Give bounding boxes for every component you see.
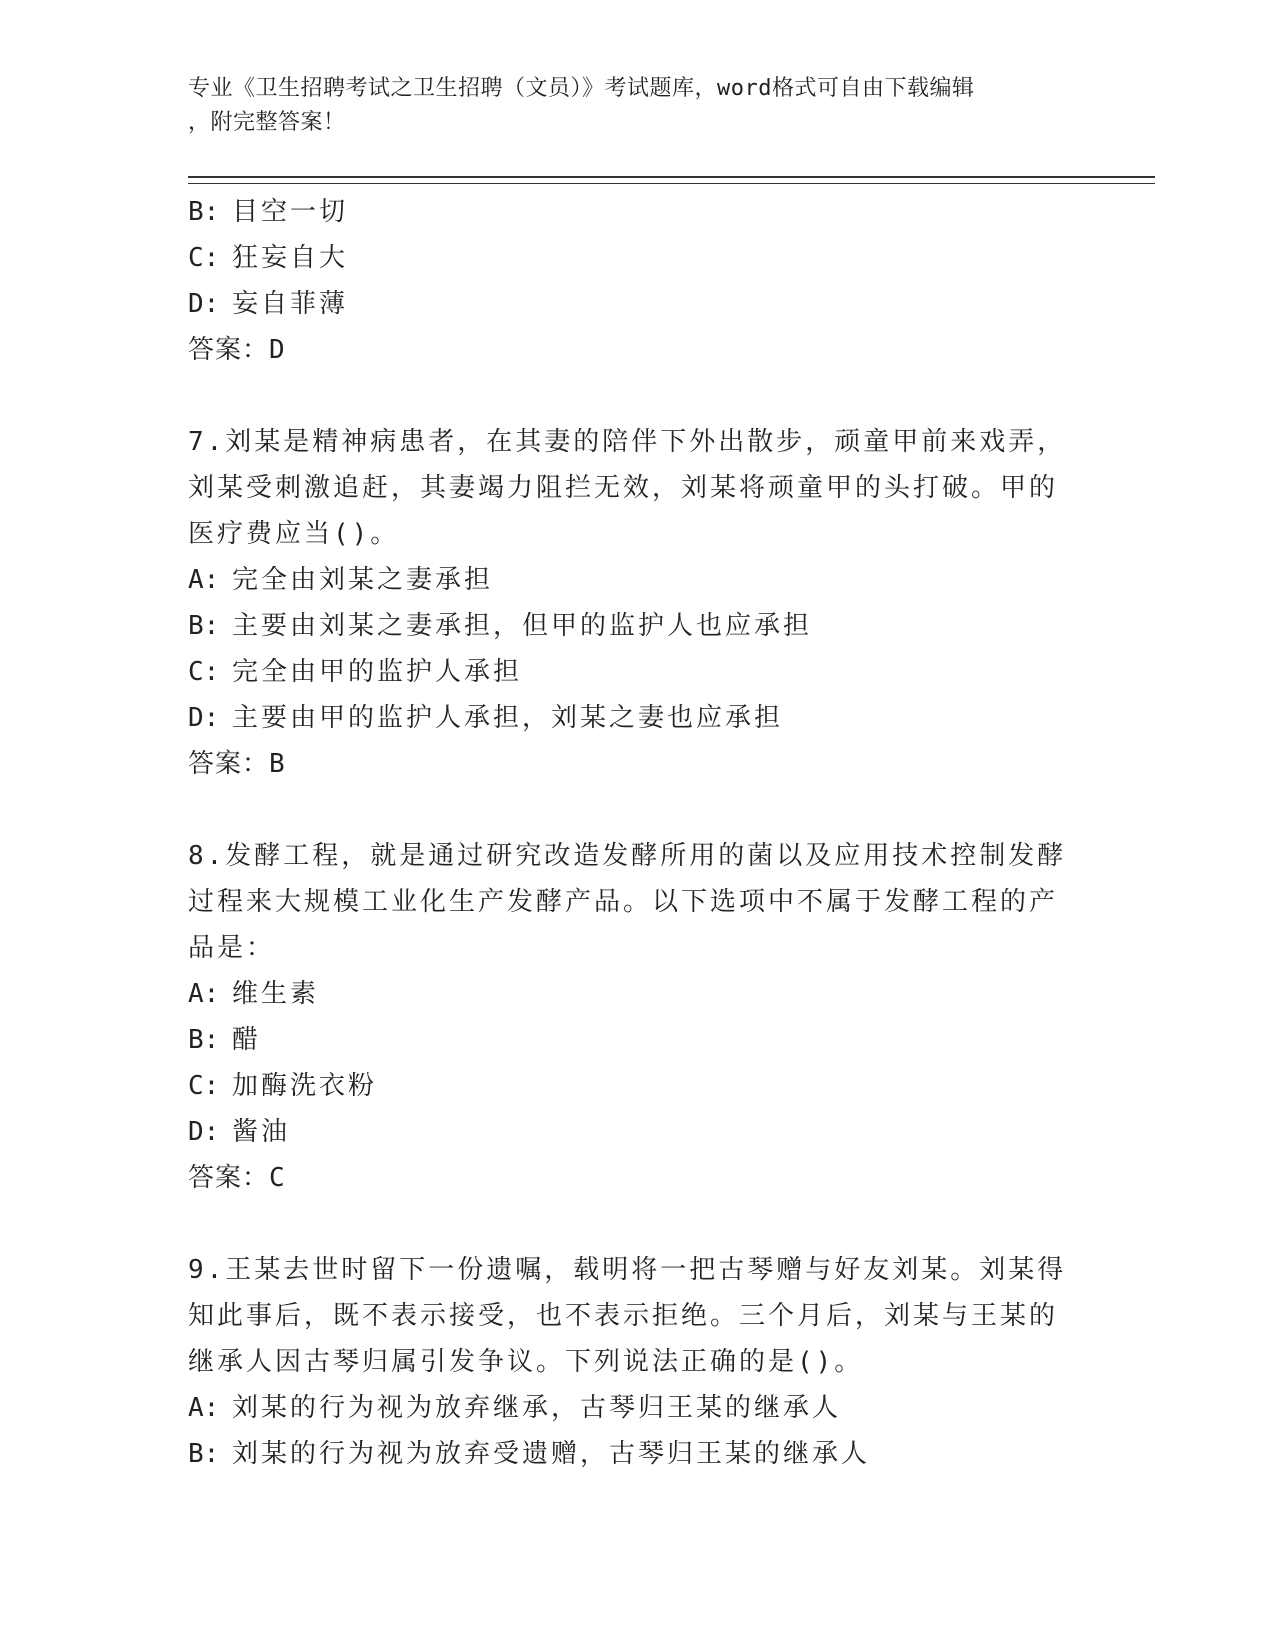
question-6	[188, 189, 1088, 373]
option-text: 维生素	[232, 979, 320, 1009]
option-letter: A:	[188, 565, 220, 595]
header-line-1: 专业《卫生招聘考试之卫生招聘（文员）》考试题库，word格式可自由下载编辑	[188, 76, 975, 101]
header-divider-thick	[188, 176, 1155, 178]
option-text: 完全由刘某之妻承担	[232, 565, 494, 595]
option-text: 刘某的行为视为放弃受遗赠，古琴归王某的继承人	[232, 1439, 871, 1469]
option-text: 完全由甲的监护人承担	[232, 657, 523, 687]
option-text: 主要由刘某之妻承担，但甲的监护人也应承担	[232, 611, 813, 641]
question-9	[188, 1247, 1088, 1477]
option-a	[188, 1385, 1088, 1431]
option-text: 醋	[232, 1025, 262, 1055]
option-d	[188, 281, 1088, 327]
document-header	[188, 72, 1068, 140]
question-stem-line: 9.王某去世时留下一份遗嘱，载明将一把古琴赠与好友刘某。刘某得	[188, 1255, 1067, 1285]
option-b	[188, 1017, 1088, 1063]
option-letter: C:	[188, 657, 220, 687]
option-text: 妄自菲薄	[232, 289, 349, 319]
option-text: 主要由甲的监护人承担，刘某之妻也应承担	[232, 703, 784, 733]
question-stem-line: 7.刘某是精神病患者，在其妻的陪伴下外出散步，顽童甲前来戏弄，	[188, 427, 1067, 457]
option-text: 狂妄自大	[232, 243, 349, 273]
option-letter: C:	[188, 1071, 220, 1101]
option-letter: B:	[188, 197, 220, 227]
question-stem-line: 品是：	[188, 933, 276, 963]
option-d	[188, 695, 1088, 741]
option-letter: C:	[188, 243, 220, 273]
question-stem-line: 刘某受刺激追赶，其妻竭力阻拦无效，刘某将顽童甲的头打破。甲的	[188, 473, 1059, 503]
option-text: 目空一切	[232, 197, 349, 227]
option-text: 刘某的行为视为放弃继承，古琴归王某的继承人	[232, 1393, 842, 1423]
option-letter: D:	[188, 703, 220, 733]
option-letter: D:	[188, 1117, 220, 1147]
answer: 答案：B	[188, 749, 286, 779]
option-a	[188, 971, 1088, 1017]
question-list	[188, 189, 1088, 1477]
option-b	[188, 189, 1088, 235]
option-letter: A:	[188, 1393, 220, 1423]
answer: 答案：D	[188, 335, 286, 365]
header-divider-thin	[188, 183, 1155, 184]
header-line-2: ，附完整答案！	[188, 110, 346, 135]
option-letter: B:	[188, 1025, 220, 1055]
answer: 答案：C	[188, 1163, 286, 1193]
option-letter: B:	[188, 1439, 220, 1469]
option-b	[188, 603, 1088, 649]
option-a	[188, 557, 1088, 603]
question-stem-line: 过程来大规模工业化生产发酵产品。以下选项中不属于发酵工程的产	[188, 887, 1059, 917]
question-stem-line: 8.发酵工程，就是通过研究改造发酵所用的菌以及应用技术控制发酵	[188, 841, 1067, 871]
option-text: 加酶洗衣粉	[232, 1071, 378, 1101]
question-stem-line: 知此事后，既不表示接受，也不表示拒绝。三个月后，刘某与王某的	[188, 1301, 1059, 1331]
option-c	[188, 235, 1088, 281]
option-c	[188, 1063, 1088, 1109]
question-8	[188, 833, 1088, 1201]
option-letter: B:	[188, 611, 220, 641]
option-d	[188, 1109, 1088, 1155]
question-stem-line: 继承人因古琴归属引发争议。下列说法正确的是()。	[188, 1347, 864, 1377]
question-7	[188, 419, 1088, 787]
option-letter: A:	[188, 979, 220, 1009]
option-c	[188, 649, 1088, 695]
question-stem-line: 医疗费应当()。	[188, 519, 400, 549]
option-text: 酱油	[232, 1117, 291, 1147]
option-b	[188, 1431, 1088, 1477]
option-letter: D:	[188, 289, 220, 319]
